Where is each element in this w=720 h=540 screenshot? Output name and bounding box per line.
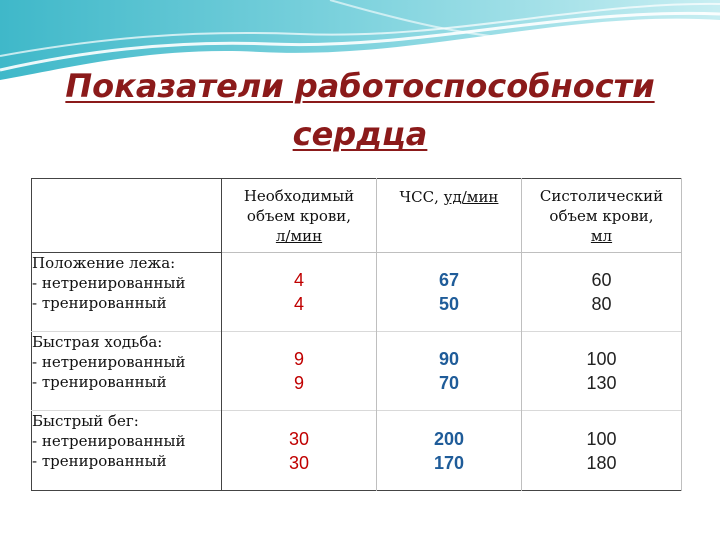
- row-sub-untrained: - нетренированный: [32, 274, 186, 292]
- column-header-heart-rate: [377, 179, 522, 253]
- cell-stroke-volume: [522, 253, 682, 332]
- column-header-unit: л/мин: [275, 226, 323, 245]
- column-header-unit: мл: [590, 226, 613, 245]
- column-header-label: Необходимый объем крови,: [243, 186, 355, 225]
- value-trained: 170: [433, 452, 465, 473]
- value-trained: 50: [438, 294, 460, 314]
- value-untrained: 90: [438, 349, 460, 369]
- row-condition: Быстрая ходьба:: [32, 333, 163, 351]
- row-header: [32, 411, 222, 491]
- cell-blood-volume: [222, 332, 377, 411]
- row-condition: Быстрый бег:: [32, 412, 139, 430]
- row-sub-trained: - тренированный: [32, 373, 167, 391]
- cell-blood-volume: [222, 411, 377, 491]
- page-title: [0, 62, 720, 158]
- table-row: [32, 411, 682, 491]
- value-trained: 70: [438, 373, 460, 393]
- cell-heart-rate: [377, 332, 522, 411]
- row-header: [32, 332, 222, 411]
- cell-blood-volume: [222, 253, 377, 332]
- value-untrained: 60: [591, 270, 612, 290]
- value-untrained: 9: [293, 349, 304, 369]
- title-line-2: сердца: [292, 115, 428, 153]
- row-sub-untrained: - нетренированный: [32, 432, 186, 450]
- value-untrained: 100: [586, 428, 617, 449]
- value-trained: 4: [293, 294, 304, 314]
- value-untrained: 200: [433, 428, 465, 449]
- heart-performance-table: [31, 178, 682, 491]
- header-row: [32, 179, 682, 253]
- cell-heart-rate: [377, 411, 522, 491]
- row-sub-trained: - тренированный: [32, 294, 167, 312]
- cell-stroke-volume: [522, 332, 682, 411]
- column-header-blood-volume: [222, 179, 377, 253]
- row-sub-trained: - тренированный: [32, 452, 167, 470]
- table-row: [32, 332, 682, 411]
- row-condition: Положение лежа:: [32, 254, 176, 272]
- value-trained: 80: [591, 294, 612, 314]
- column-header-label: ЧСС,: [399, 188, 439, 206]
- value-untrained: 67: [438, 270, 460, 290]
- value-trained: 9: [293, 373, 304, 393]
- cell-stroke-volume: [522, 411, 682, 491]
- row-sub-untrained: - нетренированный: [32, 353, 186, 371]
- column-header-unit: уд/мин: [443, 188, 499, 206]
- cell-heart-rate: [377, 253, 522, 332]
- value-untrained: 30: [288, 428, 310, 449]
- value-untrained: 4: [293, 270, 304, 290]
- row-header: [32, 253, 222, 332]
- title-line-1: Показатели работоспособности: [65, 67, 655, 105]
- value-trained: 180: [586, 452, 617, 473]
- column-header-label: Систолический объем крови,: [539, 186, 664, 225]
- header-corner-cell: [32, 179, 222, 253]
- value-untrained: 100: [586, 349, 617, 369]
- table-row: [32, 253, 682, 332]
- value-trained: 130: [586, 373, 617, 393]
- column-header-stroke-volume: [522, 179, 682, 253]
- value-trained: 30: [288, 452, 310, 473]
